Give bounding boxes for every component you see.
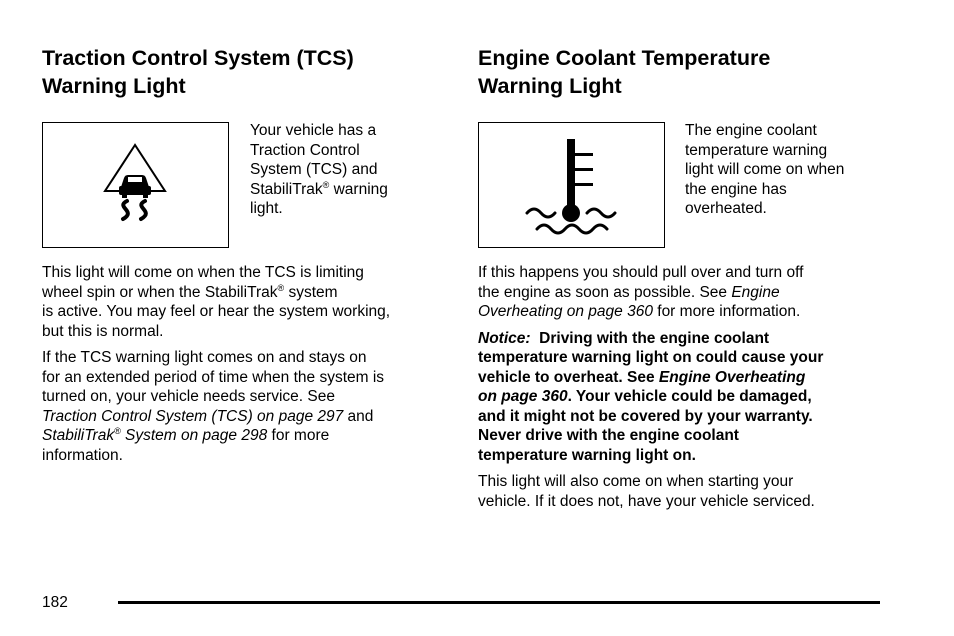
coolant-icon-box bbox=[478, 122, 665, 248]
tcs-icon-box bbox=[42, 122, 229, 248]
coolant-paragraph-1: If this happens you should pull over and turn off the engine as soon as possible. See Engine Overheating on page 360 for more information. bbox=[478, 264, 804, 320]
tcs-figure-caption: Your vehicle has a Traction Control System (TCS) and StabiliTrak® warning light. bbox=[250, 122, 388, 217]
engine-overheating-link-part2[interactable]: Overheating on page 360 bbox=[478, 303, 653, 320]
page-number: 182 bbox=[42, 594, 68, 611]
coolant-heading: Engine Coolant Temperature Warning Light bbox=[478, 46, 771, 98]
notice-overheating-link-part2[interactable]: on page 360 bbox=[478, 388, 568, 405]
engine-coolant-temperature-icon bbox=[479, 123, 664, 247]
notice-paragraph: Notice: Driving with the engine coolant temperature warning light on could cause your vehicle to overheat. See Engine Overheating on page 360. Your vehicle could be damaged, and it might not be covered by your warranty. Never drive with the engine coolant temperature warning light on. bbox=[478, 329, 824, 464]
notice-label: Notice: bbox=[478, 329, 531, 347]
tcs-figure-row bbox=[42, 122, 452, 248]
tcs-heading: Traction Control System (TCS) Warning Light bbox=[42, 46, 354, 98]
coolant-section bbox=[478, 44, 883, 511]
tcs-section bbox=[42, 44, 452, 465]
engine-overheating-link-part1[interactable]: Engine bbox=[731, 283, 780, 301]
notice-overheating-link-part1[interactable]: Engine Overheating bbox=[658, 368, 806, 386]
tcs-paragraph-1: This light will come on when the TCS is limiting wheel spin or when the StabiliTrak® system is active. You may feel or hear the system working, but this is normal. bbox=[42, 264, 391, 340]
stabilitrak-page-link[interactable]: StabiliTrak® System on page 298 bbox=[42, 426, 268, 444]
traction-control-warning-icon bbox=[43, 123, 228, 247]
coolant-paragraph-3: This light will also come on when starting your vehicle. If it does not, have your vehicle serviced. bbox=[478, 473, 815, 510]
coolant-figure-row bbox=[478, 122, 883, 248]
coolant-figure-caption: The engine coolant temperature warning light will come on when the engine has overheated. bbox=[685, 122, 845, 217]
footer-rule bbox=[118, 601, 880, 604]
tcs-page-link[interactable]: Traction Control System (TCS) on page 297 bbox=[42, 407, 344, 425]
tcs-paragraph-2: If the TCS warning light comes on and stays on for an extended period of time when the system is turned on, your vehicle needs service. See Traction Control System (TCS) on page 297 and StabiliTrak® System on page 298 for more information. bbox=[42, 349, 385, 464]
